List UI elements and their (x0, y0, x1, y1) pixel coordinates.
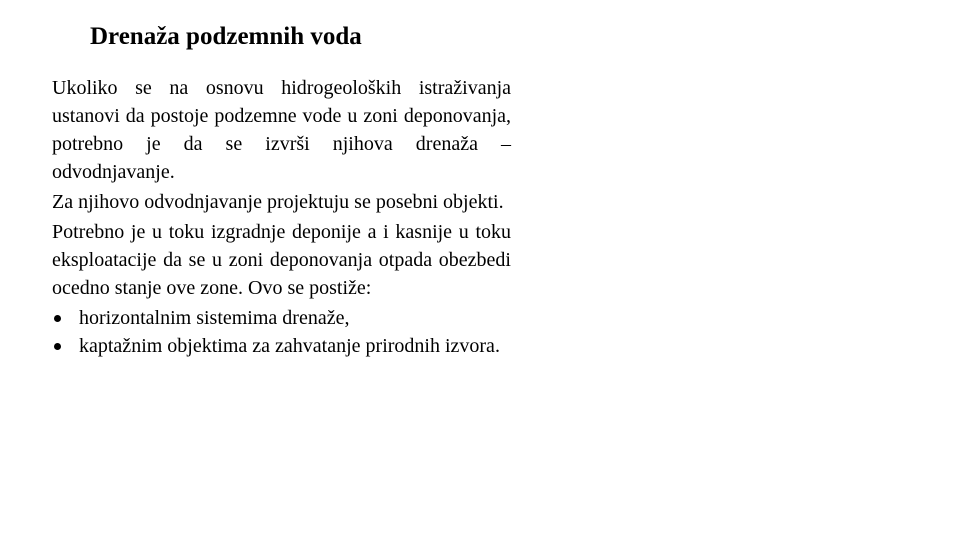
paragraph-intro: Ukoliko se na osnovu hidrogeoloških istraživanja ustanovi da postoje podzemne vode u zoni deponovanja, potrebno je da se izvrši njihova drenaža – odvodnjavanje. (52, 77, 511, 183)
bullet-dot-icon (54, 343, 61, 350)
slide-body (52, 74, 511, 360)
bullet-text: horizontalnim sistemima drenaže, (79, 307, 350, 329)
bullet-item-captage-objects (52, 332, 511, 360)
slide-title: Drenaža podzemnih voda (90, 23, 362, 50)
bullet-list (52, 304, 511, 360)
paragraph-requirements: Potrebno je u toku izgradnje deponije a i kasnije u toku eksploatacije da se u zoni deponovanja otpada obezbedi ocedno stanje ove zone. Ovo se postiže: (52, 221, 511, 299)
bullet-dot-icon (54, 315, 61, 322)
bullet-item-horizontal-drainage (52, 304, 511, 332)
paragraph-objects: Za njihovo odvodnjavanje projektuju se posebni objekti. (52, 191, 504, 213)
bullet-text: kaptažnim objektima za zahvatanje prirodnih izvora. (79, 335, 500, 357)
